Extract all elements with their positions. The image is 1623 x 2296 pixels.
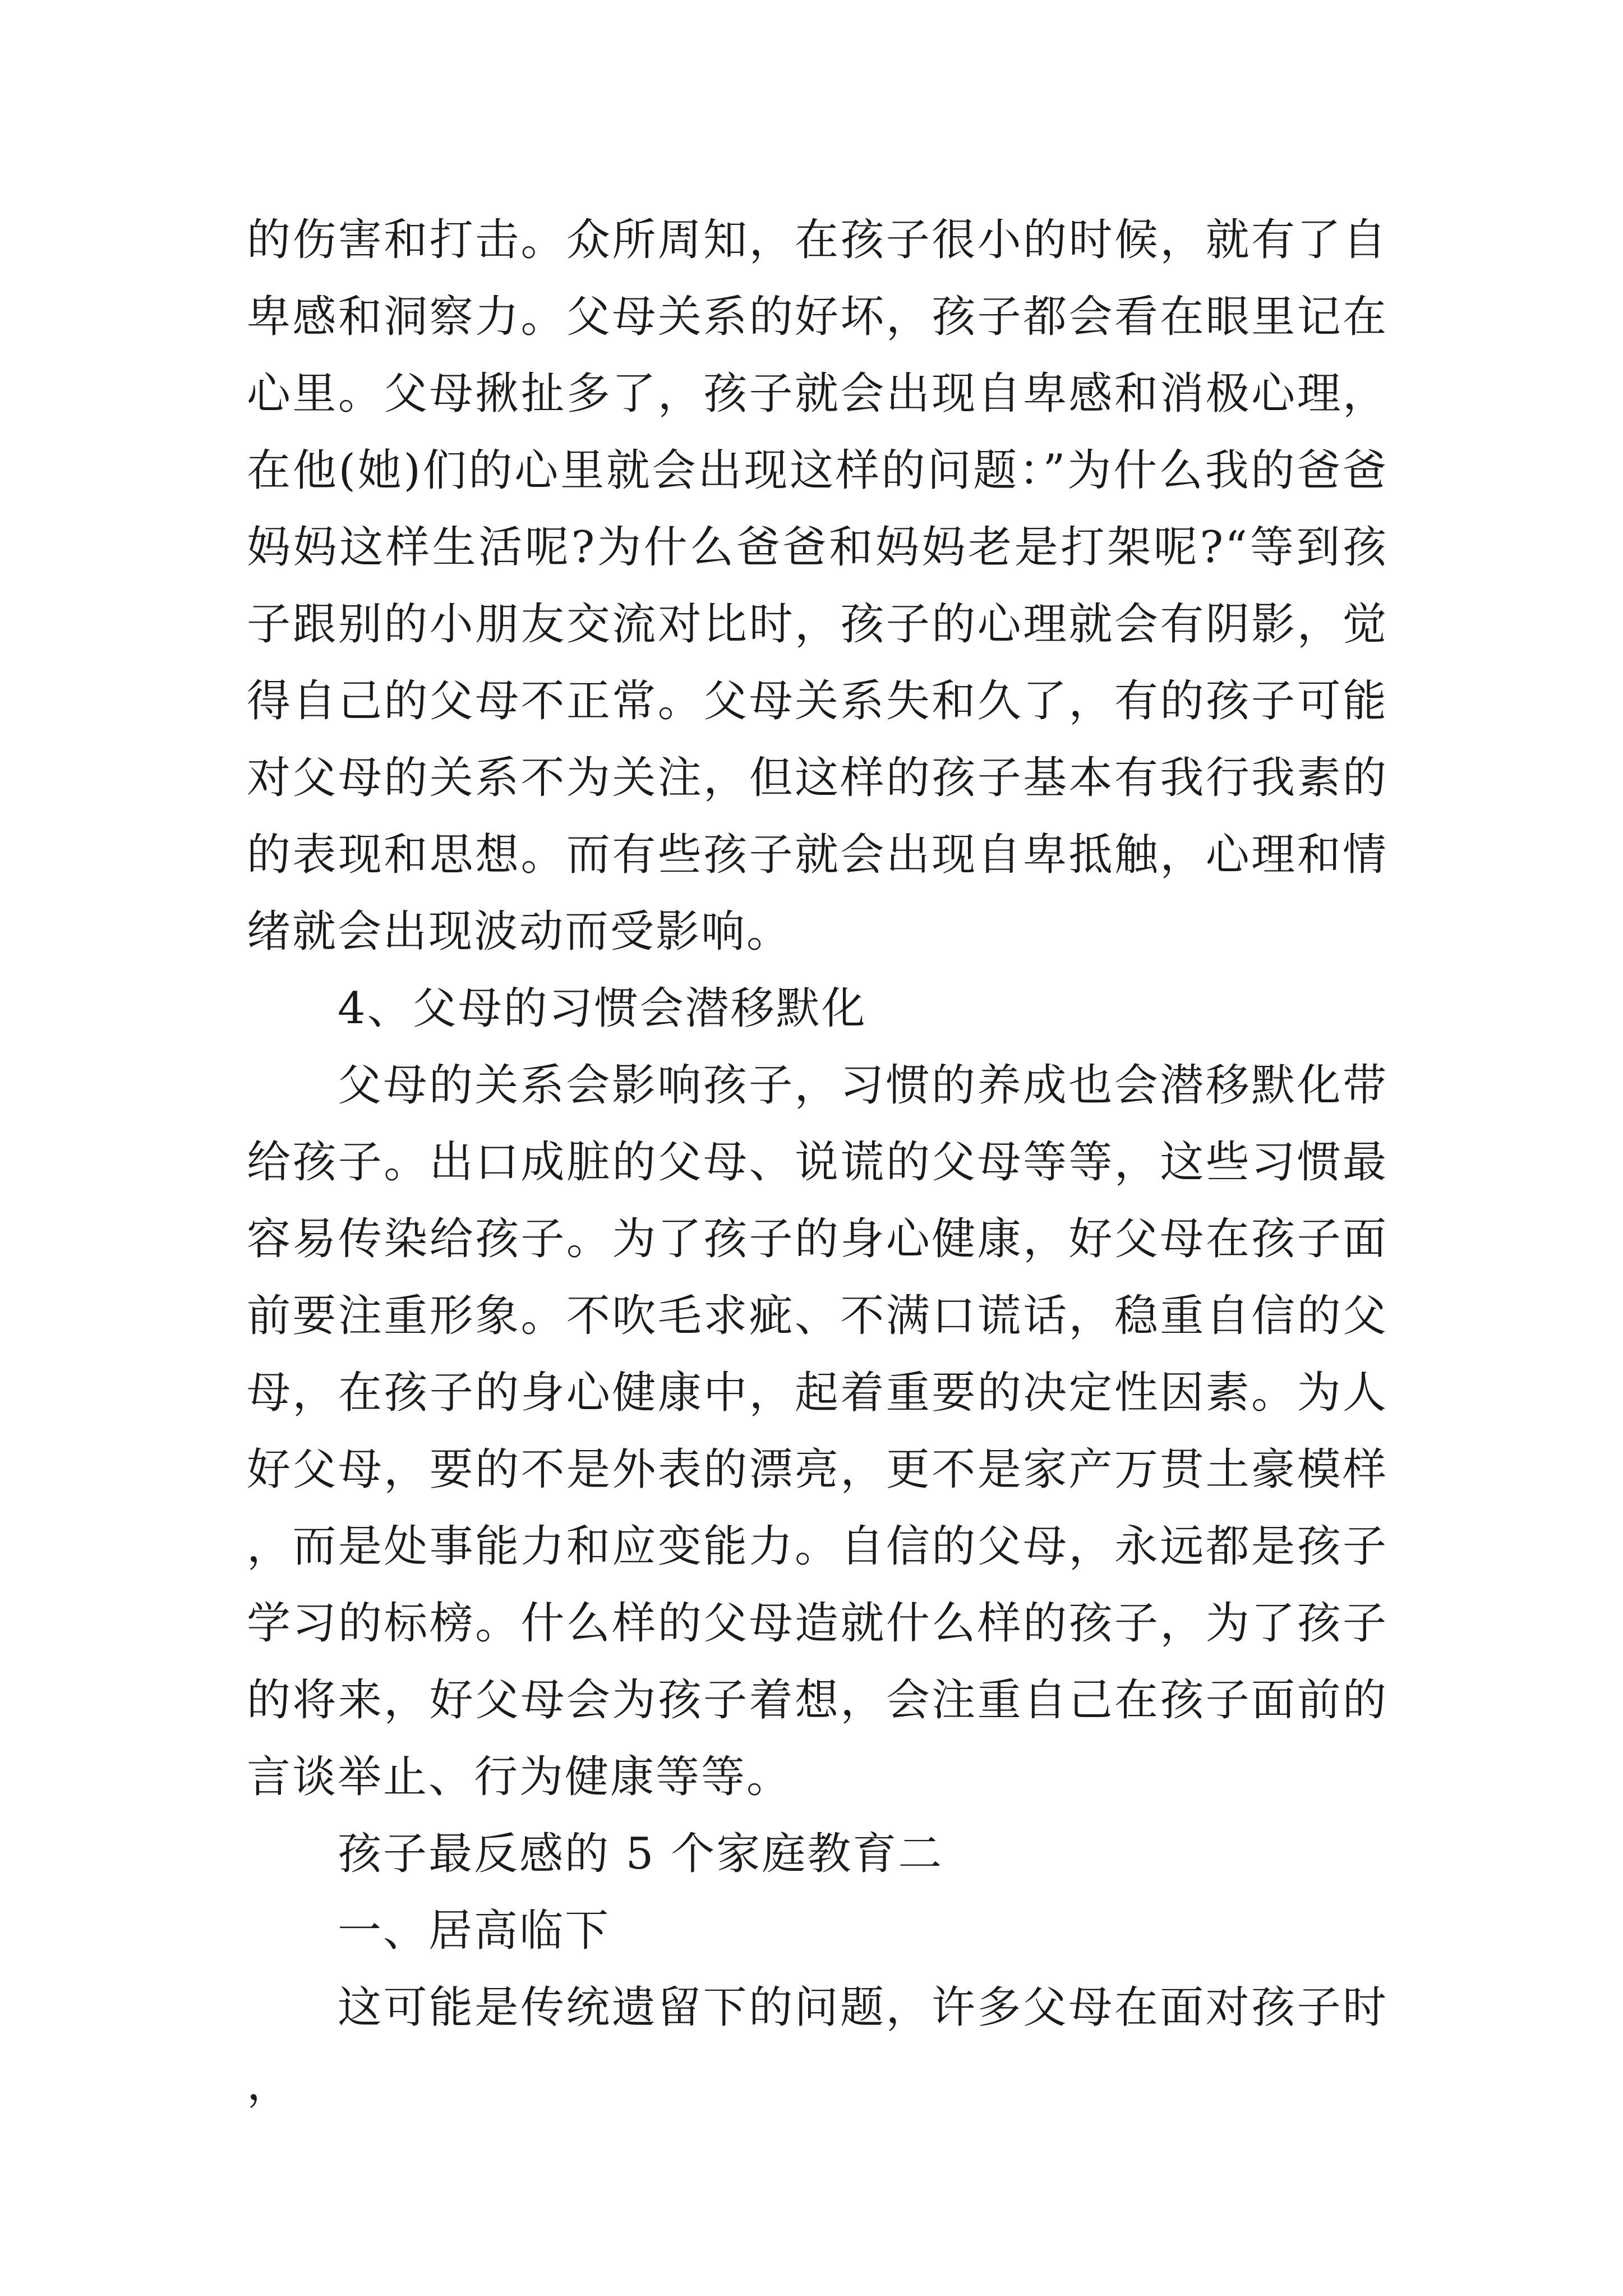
paragraph-parent-conflict-effects: 的伤害和打击。众所周知，在孩子很小的时候，就有了自卑感和洞察力。父母关系的好坏，孩子都会看在眼里记在心里。父母揪扯多了，孩子就会出现自卑感和消极心理，在他(她)们的心里就会出现这样的问题：”为什么我的爸爸妈妈这样生活呢?为什么爸爸和妈妈老是打架呢?“等到孩子跟别的小朋友交流对比时，孩子的心理就会有阴影，觉得自己的父母不正常。父母关系失和久了，有的孩子可能对父母的关系不为关注，但这样的孩子基本有我行我素的的表现和思想。而有些孩子就会出现自卑抵触，心理和情绪就会出现波动而受影响。: [247, 215, 1388, 957]
section-heading-parent-habits: 4、父母的习惯会潜移默化: [338, 983, 867, 1034]
section-heading-five-family-education: 孩子最反感的 5 个家庭教育二: [338, 1829, 944, 1879]
paragraph-condescending-intro: 这可能是传统遗留下的问题，许多父母在面对孩子时，: [247, 1982, 1388, 2110]
paragraph-parent-habits: 父母的关系会影响孩子，习惯的养成也会潜移默化带给孩子。出口成脏的父母、说谎的父母等等，这些习惯最容易传染给孩子。为了孩子的身心健康，好父母在孩子面前要注重形象。不吹毛求疵、不满口谎话，稳重自信的父母，在孩子的身心健康中，起着重要的决定性因素。为人好父母，要的不是外表的漂亮，更不是家产万贯土豪模样，而是处事能力和应变能力。自信的父母，永远都是孩子学习的标榜。什么样的父母造就什么样的孩子，为了孩子的将来，好父母会为孩子着想，会注重自己在孩子面前的言谈举止、行为健康等等。: [247, 1060, 1388, 1802]
subsection-heading-condescending: 一、居高临下: [338, 1906, 611, 1956]
document-body: [247, 202, 1388, 2123]
